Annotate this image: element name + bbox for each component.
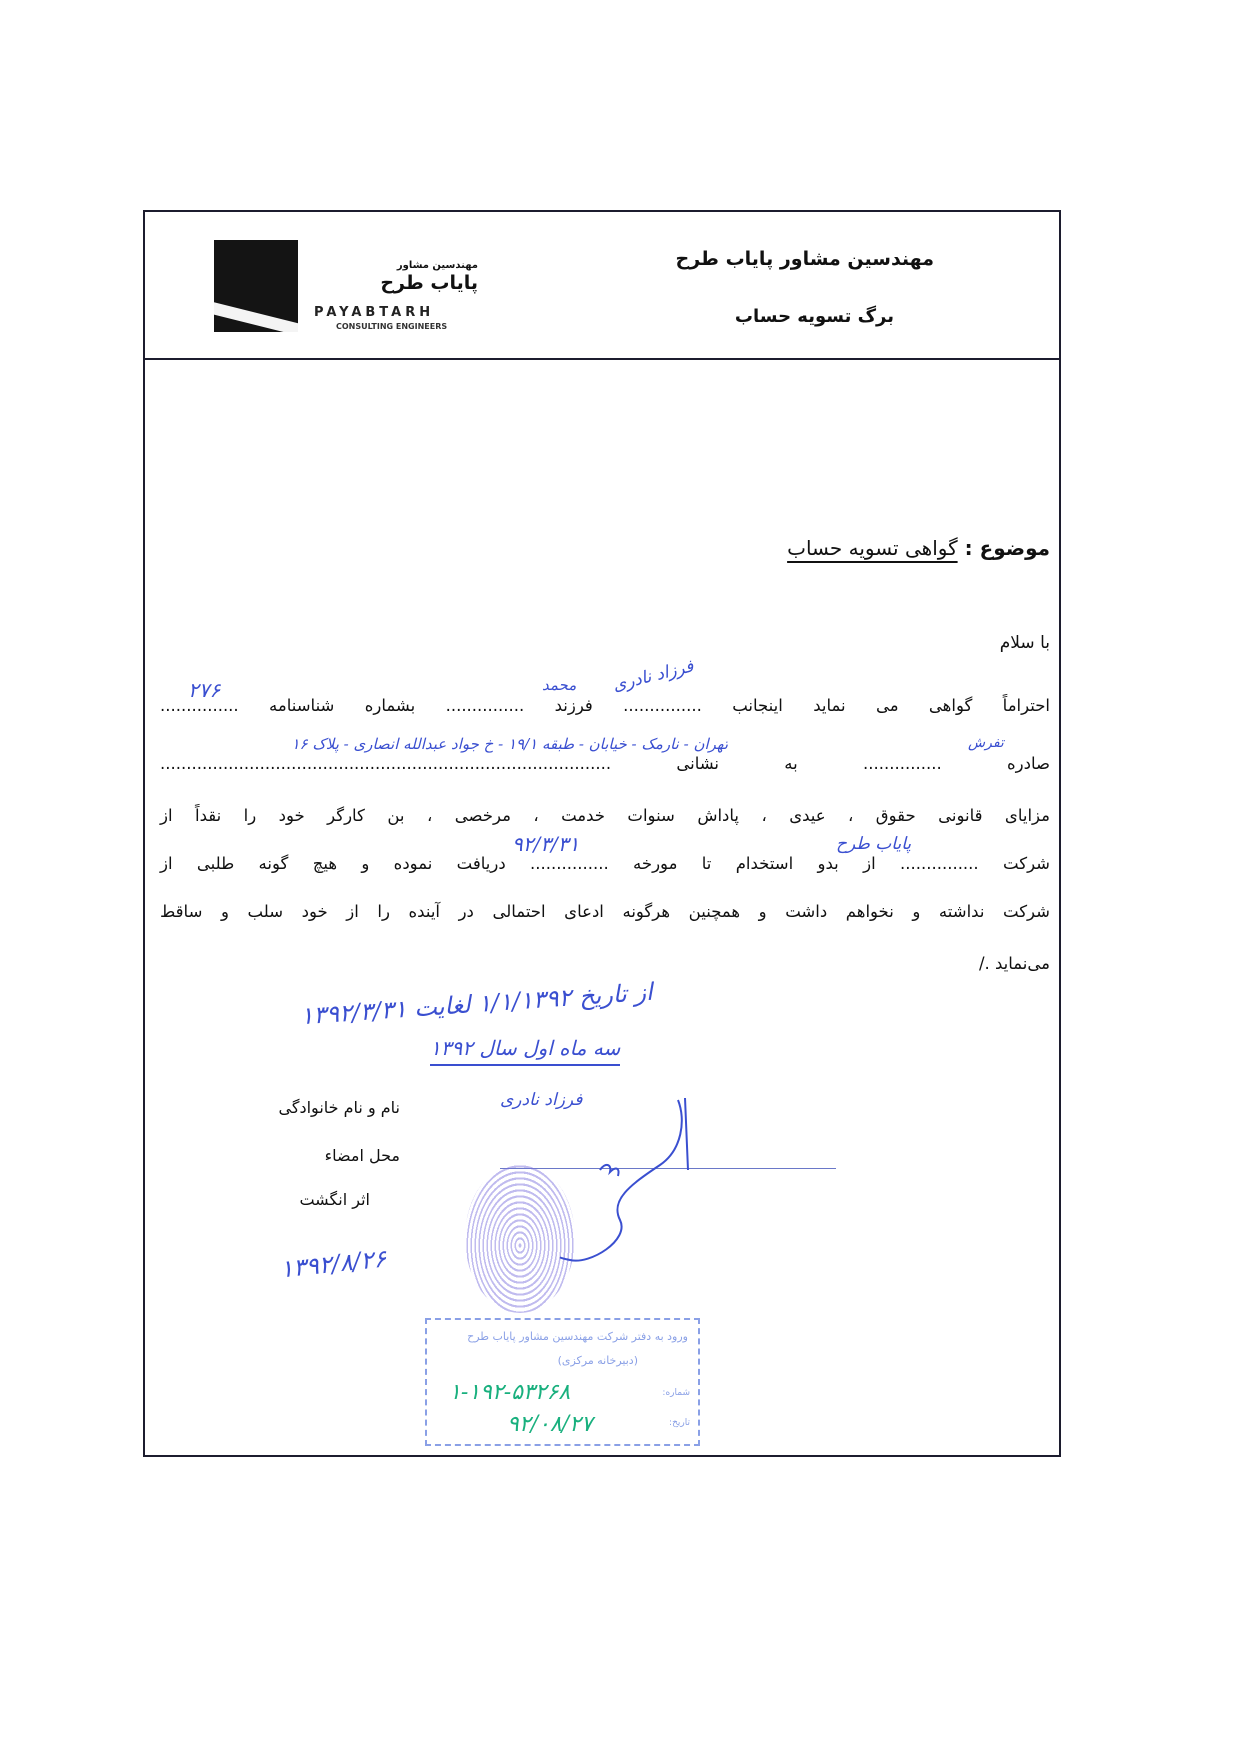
handwritten-name: فرزاد نادری [610, 656, 696, 696]
body-line-6: می‌نماید ./ [978, 954, 1050, 973]
subject-value: گواهی تسویه حساب [787, 536, 958, 560]
greeting: با سلام [999, 633, 1050, 653]
stamp-number-label: شماره: [662, 1388, 690, 1398]
handwritten-quarter-note: سه ماه اول سال ۱۳۹۲ [430, 1036, 620, 1066]
logo-fa-subtitle: مهندسین مشاور [396, 260, 478, 271]
handwritten-signed-name: فرزاد نادری [500, 1090, 583, 1110]
form-title: برگ تسویه حساب [734, 306, 894, 327]
handwritten-id-number: ۲۷۶ [188, 678, 221, 702]
logo-en-subtitle: CONSULTING ENGINEERS [336, 322, 448, 331]
handwritten-sign-date: ۱۳۹۲/۸/۲۶ [278, 1244, 388, 1284]
fingerprint-icon [465, 1163, 575, 1313]
fingerprint-label: اثر انگشت [299, 1190, 370, 1209]
signature-icon [560, 1090, 700, 1280]
name-label: نام و نام خانوادگی [278, 1098, 400, 1117]
signature-label: محل امضاء [324, 1146, 400, 1165]
handwritten-company: پایاب طرح [836, 834, 912, 854]
logo-fa-name: پایاب طرح [380, 272, 478, 294]
body-line-3: مزایای قانونی حقوق ، عیدی ، پاداش سنوات خدمت ، مرخصی ، بن کارگر خود را نقداً از [160, 806, 1050, 825]
stamp-line-2: (دبیرخانه مرکزی) [557, 1354, 638, 1367]
body-line-5: شرکت نداشته و نخواهم داشت و همچنین هرگونه ادعای احتمالی در آینده را از خود سلب و ساقط [160, 902, 1050, 921]
handwritten-father: محمد [542, 676, 577, 694]
handwritten-period-note: از تاریخ ۱/۱/۱۳۹۲ لغایت ۱۳۹۲/۳/۳۱ [299, 977, 654, 1031]
handwritten-address: تهران - نارمک - خیابان - طبقه ۱۹/۱ - خ جواد عبدالله انصاری - پلاک ۱۶ [291, 735, 728, 753]
body-line-4: شرکت ............... از بدو استخدام تا مورخه ............... دریافت نموده و هیچ گونه طلبی از [160, 854, 1050, 873]
subject-label: موضوع : [964, 536, 1050, 560]
body-line-2: صادره ............... به نشانی ...................................................................................... [160, 754, 1050, 773]
stamp-date-value: ۹۲/۰۸/۲۷ [507, 1412, 593, 1437]
logo-en-name: PAYABTARH [314, 305, 435, 320]
subject-line [700, 536, 1050, 560]
handwritten-end-date: ۹۲/۳/۳۱ [512, 832, 580, 856]
body-line-1: احتراماً گواهی می نماید اینجانب ............... فرزند ............... بشماره شناسنامه ............... [160, 696, 1050, 715]
company-name: مهندسین مشاور پایاب طرح [675, 248, 934, 270]
stamp-number-value: ۱-۱۹۲-۵۳۲۶۸ [449, 1380, 571, 1405]
company-logo-icon [214, 240, 298, 332]
stamp-line-1: ورود به دفتر شرکت مهندسین مشاور پایاب طرح [467, 1330, 688, 1343]
handwritten-issued-at: تفرش [968, 735, 1004, 751]
header-divider [143, 358, 1061, 360]
stamp-date-label: تاریخ: [669, 1418, 690, 1428]
registry-stamp [425, 1318, 700, 1446]
